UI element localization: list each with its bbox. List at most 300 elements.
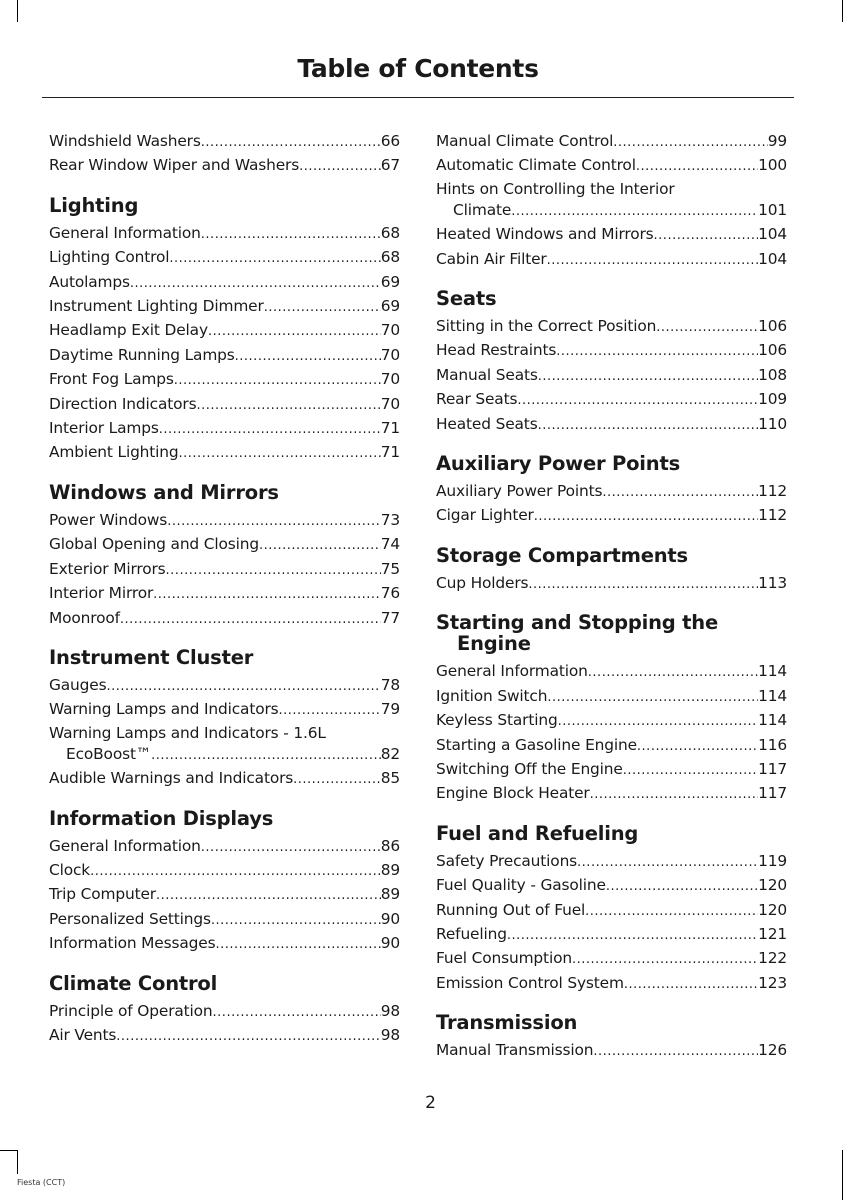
dot-leader xyxy=(656,316,758,339)
toc-entry-label: Manual Transmission xyxy=(436,1041,594,1060)
toc-entry[interactable] xyxy=(49,1024,400,1048)
title-rule xyxy=(42,97,794,98)
toc-entry[interactable] xyxy=(436,758,787,782)
toc-entry-label: Engine Block Heater xyxy=(436,784,590,803)
toc-entry-label: Autolamps xyxy=(49,272,130,291)
toc-entry-page: 117 xyxy=(758,784,787,803)
dot-leader xyxy=(90,860,381,883)
section-heading xyxy=(436,612,787,654)
dot-leader xyxy=(558,710,758,733)
dot-leader xyxy=(159,418,381,441)
dot-leader xyxy=(208,320,381,343)
toc-entry[interactable] xyxy=(49,908,400,932)
toc-entry-line xyxy=(436,1039,787,1063)
dot-leader xyxy=(588,661,758,684)
toc-entry[interactable] xyxy=(436,364,787,388)
toc-section xyxy=(49,195,400,466)
crop-mark-top-left xyxy=(17,0,18,22)
section-heading-text: Seats xyxy=(436,287,497,311)
toc-entry[interactable] xyxy=(436,1039,787,1063)
toc-entry-page: 85 xyxy=(380,769,400,788)
dot-leader xyxy=(201,131,381,154)
toc-entry-line xyxy=(49,368,400,392)
toc-entry-line xyxy=(49,154,400,178)
toc-entry-line xyxy=(436,504,787,528)
toc-entry-page: 117 xyxy=(758,759,787,778)
toc-entry[interactable] xyxy=(49,441,400,465)
section-heading xyxy=(49,808,400,829)
toc-entry[interactable] xyxy=(49,674,400,698)
toc-entry-line xyxy=(49,271,400,295)
toc-entry-page: 71 xyxy=(380,419,400,438)
dot-leader xyxy=(299,155,381,178)
toc-entry[interactable] xyxy=(436,899,787,923)
toc-entry-label: Interior Lamps xyxy=(49,419,159,438)
dot-leader xyxy=(593,1040,758,1063)
toc-entry-page: 89 xyxy=(380,885,400,904)
toc-entry-page: 75 xyxy=(380,559,400,578)
toc-entry[interactable] xyxy=(436,923,787,947)
toc-entry[interactable] xyxy=(49,271,400,295)
toc-entry-line xyxy=(49,1024,400,1048)
toc-entry-label-continuation: Climate xyxy=(453,200,512,219)
dot-leader xyxy=(577,851,758,874)
toc-entry-label: Interior Mirror xyxy=(49,584,154,603)
toc-entry-page: 69 xyxy=(380,297,400,316)
toc-entry-page: 109 xyxy=(758,390,787,409)
toc-entry-line xyxy=(49,582,400,606)
toc-entry-page: 114 xyxy=(758,686,787,705)
toc-entry-page: 70 xyxy=(380,321,400,340)
toc-entry-line xyxy=(436,758,787,782)
toc-entry[interactable] xyxy=(49,319,400,343)
dot-leader xyxy=(116,1025,380,1048)
toc-entry-page: 71 xyxy=(380,443,400,462)
toc-entry-page: 74 xyxy=(380,535,400,554)
toc-entry[interactable] xyxy=(436,874,787,898)
toc-entry[interactable] xyxy=(49,509,400,533)
section-heading-text: Storage Compartments xyxy=(436,543,688,567)
toc-entry-page: 98 xyxy=(380,1001,400,1020)
toc-entry[interactable] xyxy=(436,388,787,412)
toc-entry-line xyxy=(49,246,400,270)
toc-entry-label: Direction Indicators xyxy=(49,394,197,413)
toc-entry[interactable] xyxy=(49,533,400,557)
toc-entry-label: Refueling xyxy=(436,924,507,943)
toc-entry-page: 68 xyxy=(380,248,400,267)
dot-leader xyxy=(585,900,758,923)
section-heading-text: Climate Control xyxy=(49,971,218,995)
toc-entry-line xyxy=(49,344,400,368)
toc-entry-page: 100 xyxy=(758,156,787,175)
toc-entry[interactable] xyxy=(436,734,787,758)
toc-entry-label: Sitting in the Correct Position xyxy=(436,317,657,336)
toc-entry[interactable] xyxy=(436,782,787,806)
section-heading-text: Starting and Stopping the xyxy=(436,611,718,635)
dot-leader xyxy=(264,296,381,319)
toc-entry[interactable] xyxy=(49,723,400,767)
toc-entry-label: Warning Lamps and Indicators - 1.6L xyxy=(49,723,326,742)
toc-entry-line xyxy=(436,685,787,709)
dot-leader xyxy=(130,272,381,295)
toc-entry[interactable] xyxy=(49,222,400,246)
section-heading xyxy=(436,823,787,844)
dot-leader xyxy=(590,783,758,806)
toc-entry-line xyxy=(49,859,400,883)
toc-entry-line xyxy=(436,413,787,437)
toc-entry-page: 104 xyxy=(758,225,787,244)
toc-entry-page: 79 xyxy=(380,700,400,719)
toc-entry-page: 90 xyxy=(380,934,400,953)
toc-entry-label: Rear Seats xyxy=(436,390,518,409)
toc-entry-line xyxy=(436,480,787,504)
toc-entry-label: Audible Warnings and Indicators xyxy=(49,769,294,788)
toc-entry-label: Ignition Switch xyxy=(436,686,548,705)
toc-entry-line xyxy=(436,388,787,412)
toc-entry[interactable] xyxy=(49,417,400,441)
toc-entry-page: 76 xyxy=(380,584,400,603)
toc-entry-label: Safety Precautions xyxy=(436,851,578,870)
toc-entry-line xyxy=(49,295,400,319)
section-heading xyxy=(436,288,787,309)
toc-entry-page: 78 xyxy=(380,675,400,694)
toc-entry-line xyxy=(49,767,400,791)
toc-entry-line xyxy=(49,607,400,631)
toc-entry-label: Front Fog Lamps xyxy=(49,370,174,389)
dot-leader xyxy=(167,510,381,533)
section-heading xyxy=(436,1012,787,1033)
section-heading-text: Fuel and Refueling xyxy=(436,821,639,845)
toc-entry-label: Warning Lamps and Indicators xyxy=(49,700,279,719)
toc-entry-label: Cup Holders xyxy=(436,573,529,592)
toc-entry[interactable] xyxy=(49,767,400,791)
toc-entry-page: 70 xyxy=(380,345,400,364)
toc-entry[interactable] xyxy=(436,572,787,596)
dot-leader xyxy=(120,608,381,631)
toc-entry-page: 112 xyxy=(758,482,787,501)
toc-entry[interactable] xyxy=(436,248,787,272)
toc-entry-line xyxy=(436,947,787,971)
toc-entry-line xyxy=(436,572,787,596)
toc-entry-label: Fuel Quality - Gasoline xyxy=(436,876,606,895)
toc-entry-label: Windshield Washers xyxy=(49,132,201,150)
toc-entry[interactable] xyxy=(436,315,787,339)
toc-entry-label: Headlamp Exit Delay xyxy=(49,321,208,340)
toc-entry-page: 110 xyxy=(758,414,787,433)
dot-leader xyxy=(215,933,380,956)
section-heading-text: Windows and Mirrors xyxy=(49,480,279,504)
section-heading-text: Information Displays xyxy=(49,806,274,830)
toc-entry-label: Air Vents xyxy=(49,1025,117,1044)
toc-entry-label: Cabin Air Filter xyxy=(436,249,547,268)
toc-entry[interactable] xyxy=(49,393,400,417)
dot-leader xyxy=(528,573,758,596)
toc-entry-line xyxy=(436,850,787,874)
toc-entry-line xyxy=(49,558,400,582)
section-heading-text: Lighting xyxy=(49,193,139,217)
toc-entry-page: 120 xyxy=(758,900,787,919)
toc-entry-label: Emission Control System xyxy=(436,973,624,992)
toc-entry-line xyxy=(436,154,787,178)
toc-entry[interactable] xyxy=(436,413,787,437)
toc-entry-page: 70 xyxy=(380,394,400,413)
toc-entry-page: 101 xyxy=(758,200,787,219)
crop-mark-bottom-left xyxy=(17,1150,18,1174)
toc-entry[interactable] xyxy=(436,154,787,178)
section-heading-text: Auxiliary Power Points xyxy=(436,452,680,476)
toc-entry[interactable] xyxy=(49,154,400,178)
dot-leader xyxy=(213,1001,381,1024)
toc-entry[interactable] xyxy=(436,480,787,504)
toc-entry-line xyxy=(49,393,400,417)
toc-entry-line xyxy=(49,441,400,465)
crop-mark-top-right xyxy=(842,0,843,22)
toc-entry-label: Moonroof xyxy=(49,608,120,627)
toc-entry-line xyxy=(49,130,400,154)
dot-leader xyxy=(602,481,758,504)
toc-entry[interactable] xyxy=(436,685,787,709)
dot-leader xyxy=(538,365,758,388)
toc-entry-line xyxy=(49,908,400,932)
toc-section xyxy=(49,482,400,631)
toc-entry-line xyxy=(436,709,787,733)
dot-leader xyxy=(636,155,758,178)
section-heading xyxy=(49,973,400,994)
crop-mark-bottom-left-h xyxy=(0,1150,17,1151)
dot-leader xyxy=(179,442,381,465)
toc-entry-line xyxy=(49,883,400,907)
toc-entry-label: Clock xyxy=(49,860,91,879)
dot-leader xyxy=(196,394,380,417)
toc-entry-label: Ambient Lighting xyxy=(49,443,179,462)
toc-entry-label: Heated Windows and Mirrors xyxy=(436,225,654,244)
toc-entry-page: 126 xyxy=(758,1041,787,1060)
toc-entry[interactable] xyxy=(49,295,400,319)
toc-entry[interactable] xyxy=(436,850,787,874)
page-number: 2 xyxy=(425,1093,436,1113)
toc-section xyxy=(436,1012,787,1063)
toc-entry-page: 68 xyxy=(380,223,400,242)
toc-entry-page: 70 xyxy=(380,370,400,389)
dot-leader xyxy=(606,875,758,898)
toc-entry-label: Starting a Gasoline Engine xyxy=(436,735,637,754)
dot-leader xyxy=(654,224,759,247)
toc-entry[interactable] xyxy=(49,130,400,154)
toc-entry[interactable] xyxy=(436,947,787,971)
toc-entry-page: 104 xyxy=(758,249,787,268)
toc-entry[interactable] xyxy=(49,558,400,582)
toc-entry[interactable] xyxy=(49,859,400,883)
toc-entry-page: 77 xyxy=(380,608,400,627)
page-title: Table of Contents xyxy=(297,54,539,83)
toc-entry-page: 82 xyxy=(380,744,400,763)
toc-entry[interactable] xyxy=(436,179,787,223)
toc-entry[interactable] xyxy=(49,246,400,270)
toc-entry[interactable] xyxy=(436,709,787,733)
toc-entry[interactable] xyxy=(436,972,787,996)
toc-entry-line xyxy=(436,899,787,923)
toc-entry[interactable] xyxy=(49,368,400,392)
section-heading xyxy=(49,647,400,668)
toc-entry-line xyxy=(436,923,787,947)
toc-left-column xyxy=(49,130,400,1064)
toc-entry-label: General Information xyxy=(436,662,588,681)
toc-entry-label: Information Messages xyxy=(49,934,216,953)
toc-entry-page: 114 xyxy=(758,711,787,730)
toc-entry-label: Heated Seats xyxy=(436,414,538,433)
dot-leader xyxy=(169,247,380,270)
toc-section xyxy=(436,612,787,806)
toc-section xyxy=(436,545,787,596)
dot-leader xyxy=(517,389,758,412)
section-heading xyxy=(436,453,787,474)
toc-entry[interactable] xyxy=(49,883,400,907)
toc-entry-page: 114 xyxy=(758,662,787,681)
toc-entry-line xyxy=(436,972,787,996)
toc-entry-line xyxy=(436,874,787,898)
section-heading xyxy=(49,195,400,216)
toc-entry-line xyxy=(49,674,400,698)
toc-entry[interactable] xyxy=(436,504,787,528)
section-heading-text: Instrument Cluster xyxy=(49,645,254,669)
toc-entry-page: 90 xyxy=(380,909,400,928)
toc-entry-label: Manual Seats xyxy=(436,365,538,384)
toc-entry-page: 99 xyxy=(767,132,787,150)
toc-section xyxy=(49,973,400,1049)
toc-entry[interactable] xyxy=(436,223,787,247)
dot-leader xyxy=(174,369,381,392)
toc-entry-label: General Information xyxy=(49,223,201,242)
toc-entry-page: 112 xyxy=(758,506,787,525)
toc-entry-page: 119 xyxy=(758,851,787,870)
toc-entry-page: 66 xyxy=(380,132,400,150)
dot-leader xyxy=(153,583,381,606)
toc-entry[interactable] xyxy=(49,932,400,956)
toc-entry-line xyxy=(436,339,787,363)
toc-entry-line xyxy=(49,319,400,343)
toc-entry[interactable] xyxy=(436,660,787,684)
toc-entry-label: General Information xyxy=(49,836,201,855)
toc-section xyxy=(436,823,787,996)
toc-entry-label: Rear Window Wiper and Washers xyxy=(49,156,300,175)
toc-entry-label: Auxiliary Power Points xyxy=(436,482,603,501)
toc-entry[interactable] xyxy=(49,698,400,722)
toc-entry-page: 67 xyxy=(380,156,400,175)
toc-section xyxy=(49,647,400,792)
toc-entry[interactable] xyxy=(49,1000,400,1024)
footer-model: Fiesta (CCT) xyxy=(17,1178,66,1187)
toc-entry-line xyxy=(436,248,787,272)
toc-entry[interactable] xyxy=(49,607,400,631)
toc-entry-line xyxy=(436,734,787,758)
dot-leader xyxy=(279,699,381,722)
toc-entry-page: 73 xyxy=(380,510,400,529)
dot-leader xyxy=(547,249,758,272)
toc-entry-line xyxy=(436,315,787,339)
toc-section xyxy=(436,130,787,272)
toc-entry-line xyxy=(436,130,787,154)
toc-entry-line xyxy=(436,199,787,223)
toc-entry[interactable] xyxy=(49,835,400,859)
dot-leader xyxy=(623,759,758,782)
toc-entry-label: Fuel Consumption xyxy=(436,949,572,968)
toc-entry-line xyxy=(49,222,400,246)
dot-leader xyxy=(507,924,758,947)
dot-leader xyxy=(572,948,758,971)
toc-entry-line xyxy=(49,1000,400,1024)
toc-entry-page: 122 xyxy=(758,949,787,968)
dot-leader xyxy=(624,973,758,996)
dot-leader xyxy=(201,223,381,246)
toc-entry-page: 106 xyxy=(758,317,787,336)
toc-entry-line xyxy=(436,223,787,247)
toc-entry-line xyxy=(436,660,787,684)
toc-entry-line xyxy=(49,698,400,722)
toc-entry-label-continuation: EcoBoost™ xyxy=(66,744,152,763)
toc-entry-label: Switching Off the Engine xyxy=(436,759,623,778)
toc-entry[interactable] xyxy=(49,344,400,368)
section-heading xyxy=(436,545,787,566)
dot-leader xyxy=(235,345,381,368)
toc-entry-page: 120 xyxy=(758,876,787,895)
toc-entry-label: Keyless Starting xyxy=(436,711,558,730)
section-heading-text: Transmission xyxy=(436,1011,578,1035)
toc-entry-line xyxy=(49,932,400,956)
toc-entry-label: Global Opening and Closing xyxy=(49,535,259,554)
toc-entry-label: Daytime Running Lamps xyxy=(49,345,235,364)
toc-entry-page: 86 xyxy=(380,836,400,855)
toc-entry-label: Power Windows xyxy=(49,510,168,529)
toc-entry-label: Manual Climate Control xyxy=(436,132,614,150)
dot-leader xyxy=(156,884,381,907)
section-heading xyxy=(49,482,400,503)
toc-entry-line xyxy=(49,743,400,767)
dot-leader xyxy=(106,675,380,698)
toc-entry-label: Head Restraints xyxy=(436,341,557,360)
dot-leader xyxy=(211,909,381,932)
dot-leader xyxy=(613,131,767,154)
dot-leader xyxy=(259,534,381,557)
toc-entry-line xyxy=(49,417,400,441)
toc-entry[interactable] xyxy=(436,339,787,363)
toc-entry-page: 116 xyxy=(758,735,787,754)
toc-section xyxy=(49,808,400,957)
toc-right-column xyxy=(436,130,787,1080)
dot-leader xyxy=(511,200,758,223)
dot-leader xyxy=(538,414,759,437)
toc-entry-page: 108 xyxy=(758,365,787,384)
toc-section xyxy=(49,130,400,179)
toc-entry[interactable] xyxy=(49,582,400,606)
toc-entry-page: 89 xyxy=(380,860,400,879)
toc-entry[interactable] xyxy=(436,130,787,154)
toc-entry-page: 106 xyxy=(758,341,787,360)
toc-entry-label: Trip Computer xyxy=(49,885,156,904)
toc-entry-line xyxy=(49,835,400,859)
toc-section xyxy=(436,453,787,529)
toc-entry-line xyxy=(436,364,787,388)
toc-entry-label: Hints on Controlling the Interior xyxy=(436,179,675,198)
toc-entry-label: Lighting Control xyxy=(49,248,170,267)
toc-entry-page: 123 xyxy=(758,973,787,992)
toc-section xyxy=(436,288,787,437)
dot-leader xyxy=(293,768,381,791)
toc-entry-label: Gauges xyxy=(49,675,107,694)
toc-entry-page: 69 xyxy=(380,272,400,291)
dot-leader xyxy=(201,836,381,859)
toc-entry-label: Instrument Lighting Dimmer xyxy=(49,297,264,316)
toc-entry-line xyxy=(436,782,787,806)
